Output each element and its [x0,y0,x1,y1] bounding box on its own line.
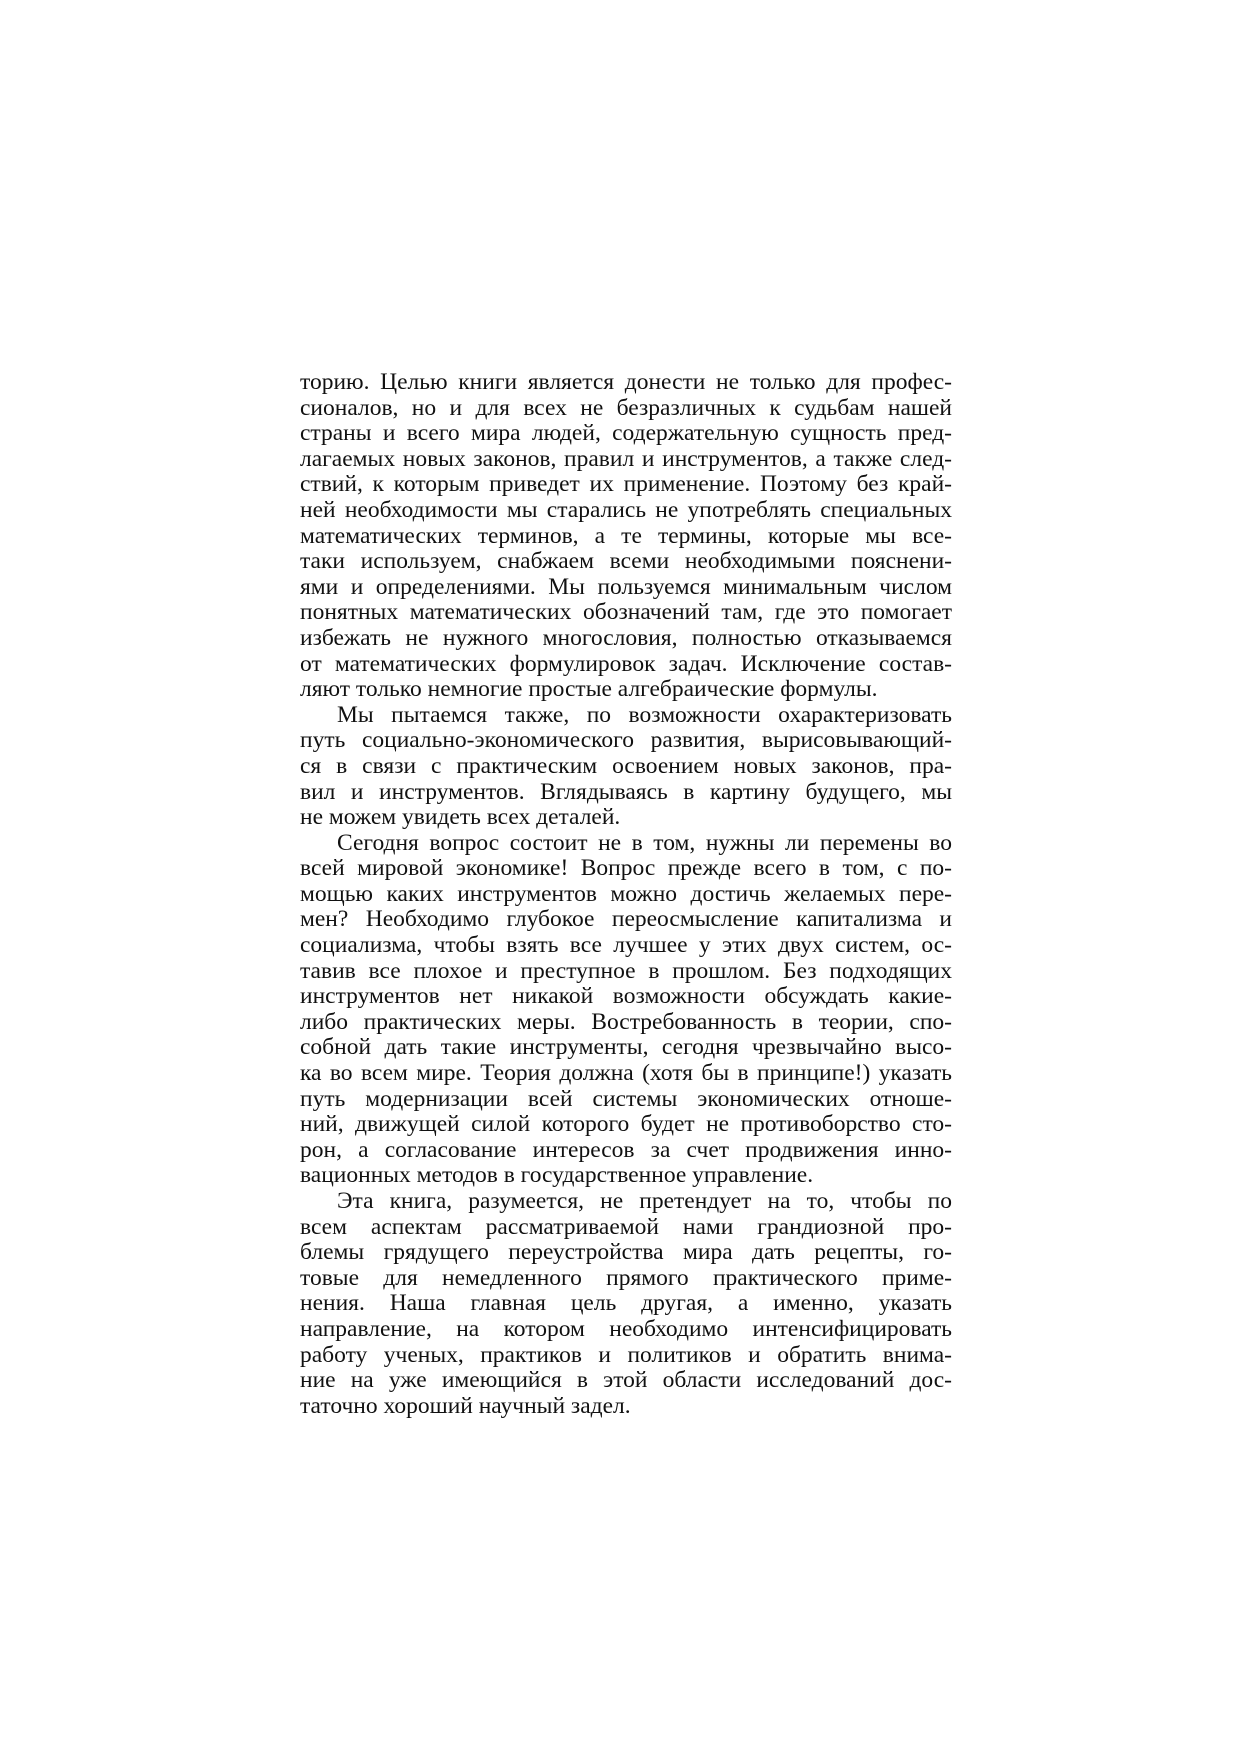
text-line: инструментов нет никакой возможности обсуждать какие- [300,983,952,1010]
text-line: Сегодня вопрос состоит не в том, нужны ли перемены во [337,829,952,856]
text-line: путь модернизации всей системы экономических отноше- [300,1085,952,1112]
text-line: собной дать такие инструменты, сегодня чрезвычайно высо- [300,1034,952,1061]
text-line: страны и всего мира людей, содержательную сущность пред- [300,420,952,447]
body-text [300,370,952,1419]
text-line: всей мировой экономике! Вопрос прежде всего в том, с по- [300,855,952,882]
text-line: таки используем, снабжаем всеми необходимыми пояснени- [300,548,952,575]
text-line: ствий, к которым приведет их применение. Поэтому без край- [300,471,952,498]
text-line: тавив все плохое и преступное в прошлом. Без подходящих [300,957,952,984]
text-line: работу ученых, практиков и политиков и обратить внима- [300,1341,952,1368]
text-line: ней необходимости мы старались не употреблять специальных [300,496,952,523]
text-line: не можем увидеть всех деталей. [300,804,621,831]
paragraph [300,703,952,831]
text-line: лагаемых новых законов, правил и инструментов, а также след- [300,445,952,472]
text-line: торию. Целью книги является донести не только для профес- [300,369,952,395]
text-line: математических терминов, а те термины, которые мы все- [300,522,952,549]
text-line: рон, а согласование интересов за счет продвижения инно- [300,1136,952,1163]
text-line: ся в связи с практическим освоением новых законов, пра- [300,752,952,779]
text-line: Мы пытаемся также, по возможности охарактеризовать [337,701,952,728]
text-line: всем аспектам рассматриваемой нами грандиозной про- [300,1213,952,1240]
paragraph [300,370,952,703]
text-line: ний, движущей силой которого будет не противоборство сто- [300,1111,952,1138]
text-line: таточно хороший научный задел. [300,1392,631,1419]
text-line: Эта книга, разумеется, не претендует на то, чтобы по [337,1188,952,1214]
paragraph [300,831,952,1189]
text-line: мощью каких инструментов можно достичь желаемых пере- [300,880,952,907]
text-line: понятных математических обозначений там, где это помогает [300,599,952,626]
text-line: вационных методов в государственное управление. [300,1162,814,1189]
text-line: социализма, чтобы взять все лучшее у этих двух систем, ос- [300,932,952,959]
paragraph [300,1189,952,1419]
text-line: направление, на котором необходимо интенсифицировать [300,1315,952,1342]
text-line: нения. Наша главная цель другая, а именно, указать [300,1290,952,1317]
text-line: сионалов, но и для всех не безразличных к судьбам нашей [300,394,952,421]
text-line: путь социально-экономического развития, вырисовывающий- [300,727,952,754]
text-line: ние на уже имеющийся в этой области исследований дос- [300,1367,952,1394]
text-line: вил и инструментов. Вглядываясь в картину будущего, мы [300,778,952,805]
text-line: от математических формулировок задач. Исключение состав- [300,650,952,677]
text-line: ями и определениями. Мы пользуемся минимальным числом [300,573,952,600]
text-line: мен? Необходимо глубокое переосмысление капитализма и [300,906,952,933]
text-line: ка во всем мире. Теория должна (хотя бы в принципе!) указать [300,1060,952,1087]
text-line: либо практических меры. Востребованность в теории, спо- [300,1008,952,1035]
text-line: блемы грядущего переустройства мира дать рецепты, го- [300,1239,952,1266]
text-line: ляют только немногие простые алгебраические формулы. [300,676,878,703]
text-line: избежать не нужного многословия, полностью отказываемся [300,624,952,651]
text-line: товые для немедленного прямого практического приме- [300,1264,952,1291]
